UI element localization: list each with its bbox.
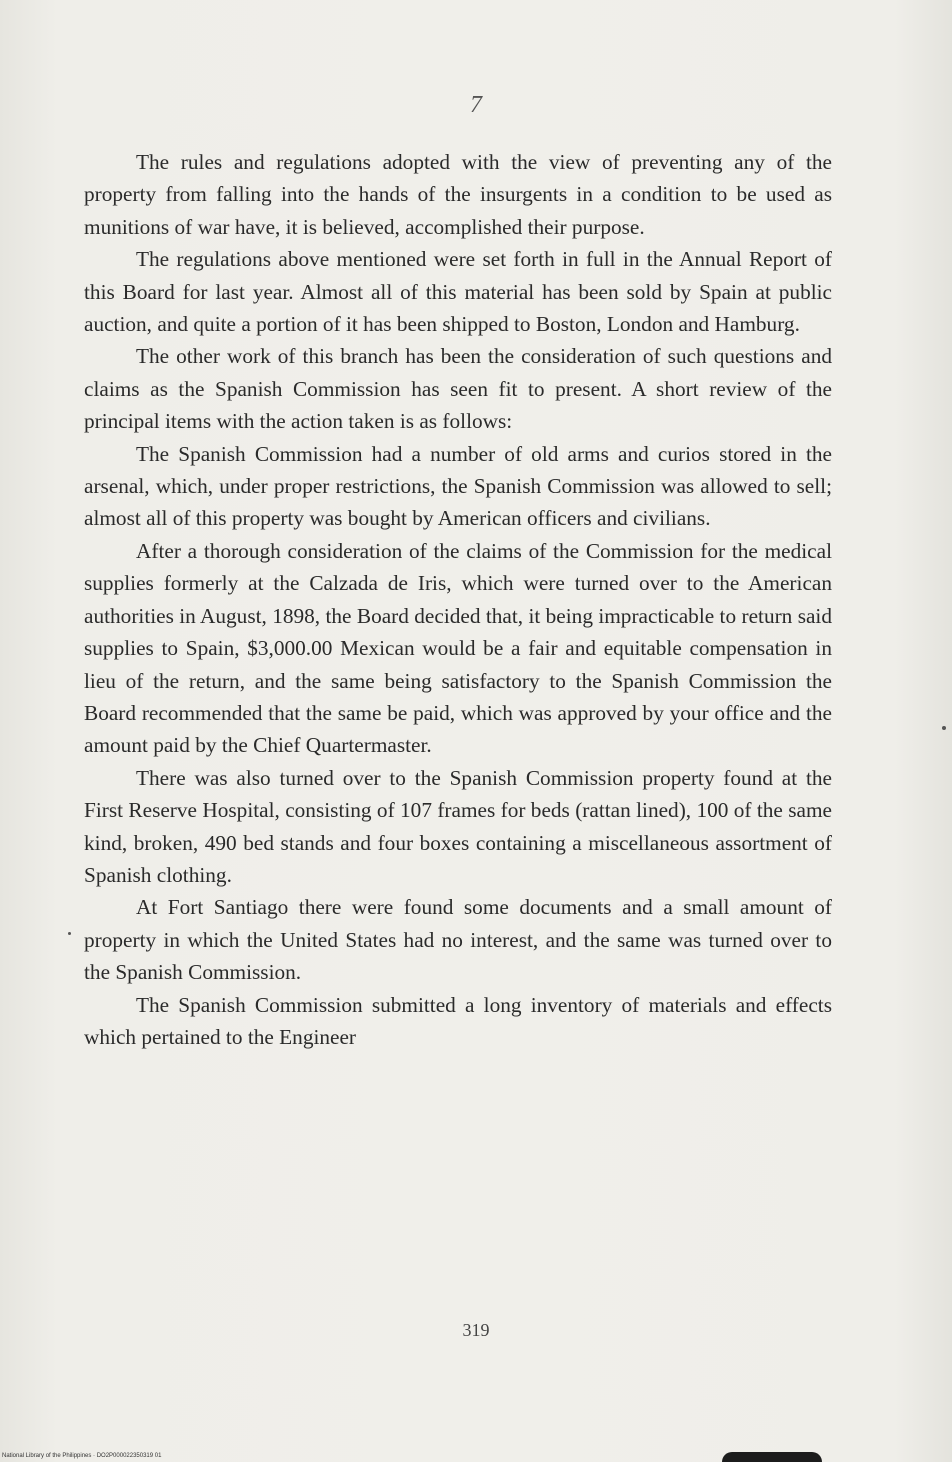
paragraph-inventory: The Spanish Commission submitted a long inventory of materials and effects which pertained to the Engineer (84, 992, 832, 1049)
scan-credit: National Library of the Philippines · DO2P000022350319 01 (2, 1453, 162, 1459)
paragraph-medical-supplies: After a thorough consideration of the claims of the Commission for the medical supplies formerly at the Calzada de Iris, which were turned over to the American authorities in August, 1898, the Board decided that, it being impracticable to return said supplies to Spain, $3,000.00 Mexican would be a fair and equitable compensation in lieu of the return, and the same being satisfactory to the Spanish Commission the Board recommended that the same be paid, which was approved by your office and the amount paid by the Chief Quartermaster. (84, 538, 832, 758)
paragraph-fort-santiago: At Fort Santiago there were found some documents and a small amount of property in which the United States had no interest, and the same was turned over to the Spanish Commission. (84, 895, 832, 985)
page-number-bottom: 319 (462, 1320, 490, 1340)
page-number-top: 7 (470, 92, 482, 118)
body-text (84, 146, 832, 1053)
paragraph-other-work: The other work of this branch has been the consideration of such questions and claims as the Spanish Commission has seen fit to present. A short review of the principal items with the action taken is as follows: (84, 344, 832, 434)
scan-speck (942, 726, 946, 730)
scan-speck (68, 932, 71, 935)
scan-smudge (722, 1452, 822, 1462)
paragraph-arms-curios: The Spanish Commission had a number of old arms and curios stored in the arsenal, which, under proper restrictions, the Spanish Commission was allowed to sell; almost all of this property was bought by American officers and civilians. (84, 441, 832, 531)
paragraph-reserve-hospital: There was also turned over to the Spanish Commission property found at the First Reserve Hospital, consisting of 107 frames for beds (rattan lined), 100 of the same kind, broken, 490 bed stands and four boxes containing a miscellaneous assortment of Spanish clothing. (84, 765, 832, 887)
paragraph-rules: The rules and regulations adopted with the view of preventing any of the property from falling into the hands of the insurgents in a condition to be used as munitions of war have, it is believed, accomplished their purpose. (84, 150, 832, 239)
paragraph-regulations: The regulations above mentioned were set forth in full in the Annual Report of this Board for last year. Almost all of this material has been sold by Spain at public auction, and quite a portion of it has been shipped to Boston, London and Hamburg. (84, 247, 832, 337)
